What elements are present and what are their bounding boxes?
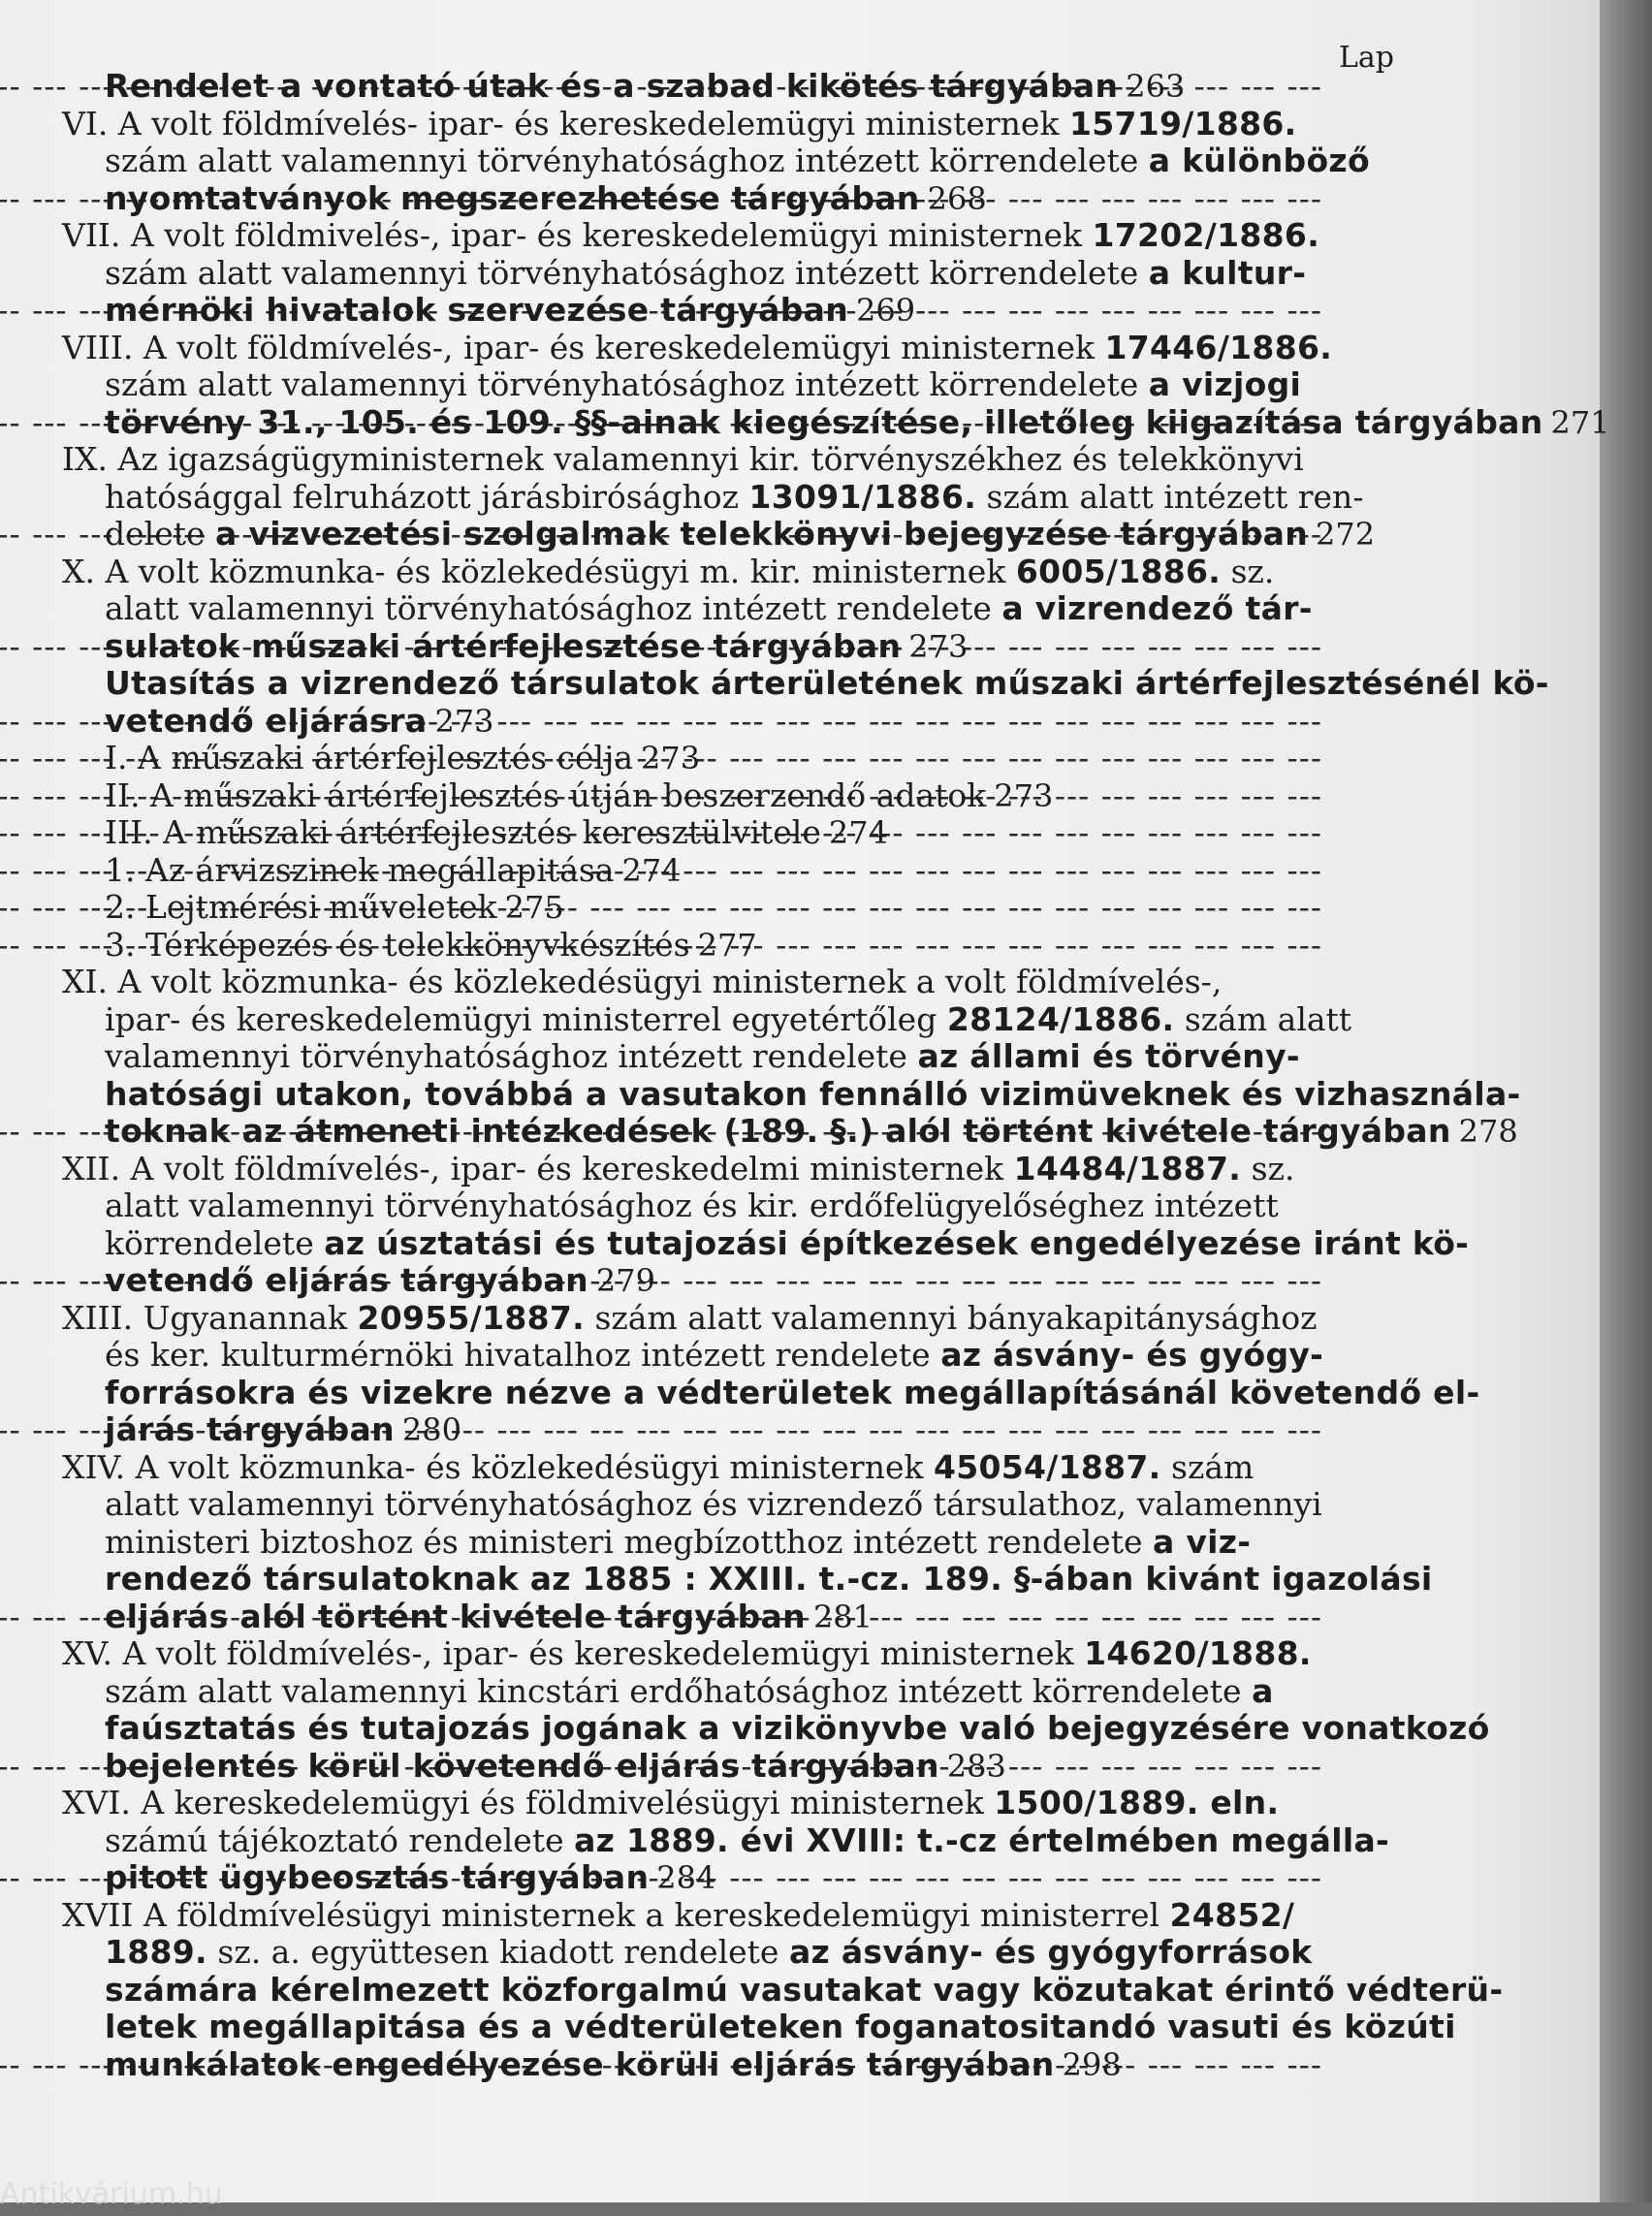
entry-bold-text: 14484/1887. (1013, 1149, 1242, 1187)
entry-bold-text: 45054/1887. (933, 1447, 1161, 1486)
toc-entry-line (62, 1934, 1410, 1972)
page-number: 279 (595, 1262, 655, 1299)
toc-entry-line (62, 1262, 1410, 1300)
entry-bold-text: az állami és törvény- (917, 1037, 1300, 1075)
entry-text: szám alatt (1174, 999, 1352, 1038)
entry-bold-text: sulatok műszaki ártérfejlesztése tárgyában (105, 626, 902, 665)
toc-entry-line (62, 1859, 1410, 1897)
entry-text: X. A volt közmunka- és közlekedésügyi m. kir. ministernek (62, 552, 1016, 590)
entry-text: sz. a. együttesen kiadott rendelete (206, 1933, 789, 1971)
toc-entry (62, 68, 1410, 106)
entry-text: VI. A volt földmívelés- ipar- és kereskedelemügyi ministernek (62, 104, 1069, 142)
toc-entry (62, 328, 1610, 442)
entry-bold-text: 17446/1886. (1104, 328, 1333, 366)
entry-text: szám alatt valamennyi kincstári erdőhatósághoz intézett körrendelete (105, 1671, 1253, 1710)
toc-entry-line (62, 590, 1410, 628)
toc-entry-line (62, 740, 1410, 777)
entry-text: szám alatt valamennyi törvényhatósághoz intézett körrendelete (105, 365, 1149, 403)
entry-bold-text: bejelentés körül követendő eljárás tárgyában (105, 1746, 939, 1785)
toc-entry (62, 963, 1521, 1151)
toc-entry-line (62, 330, 1410, 367)
toc-entry-line (62, 106, 1410, 143)
toc-entry-line (62, 402, 1610, 442)
toc-entry-line (62, 1822, 1410, 1860)
toc-entry-line (62, 217, 1410, 255)
entry-text: XVI. A kereskedelemügyi és földmivelésügyi ministernek (62, 1784, 995, 1821)
entry-text: delete (105, 515, 216, 553)
entry-text: VII. A volt földmivelés-, ipar- és kereskedelemügyi ministernek (62, 216, 1093, 254)
toc-entry-line (62, 1337, 1410, 1375)
entry-bold-text: az ásvány- és gyógyforrások (788, 1933, 1313, 1971)
toc-entry (62, 1634, 1490, 1785)
entry-bold-text: a vizjogi (1148, 365, 1302, 403)
entry-text: XVII A földmívelésügyi ministernek a kereskedelemügyi ministerrel (62, 1895, 1170, 1934)
toc-entry (62, 852, 1410, 890)
toc-entry-line (62, 2008, 1456, 2046)
toc-entry-line (62, 703, 1410, 741)
toc-entry-line (62, 889, 1410, 927)
toc-entry-line (62, 1187, 1410, 1225)
entry-text: 3. Térképezés és telekkönyvkészítés (105, 925, 690, 964)
toc-entry (62, 814, 1410, 852)
entry-bold-text: rendező társulatoknak az 1885 : XXIII. t.-cz. 189. §-ában kivánt igazolási (105, 1560, 1433, 1598)
toc-entry-line (62, 1449, 1410, 1487)
toc-entry-line (62, 852, 1410, 890)
entry-text: XIII. Ugyanannak (62, 1298, 358, 1337)
toc-entry-line (62, 255, 1410, 293)
toc-entry-line (62, 1897, 1410, 1935)
entry-bold-text: 17202/1886. (1092, 216, 1320, 254)
entry-text: XII. A volt földmívelés-, ipar- és kereskedelmi ministernek (62, 1149, 1014, 1187)
toc-entry-line (62, 1001, 1410, 1039)
entry-bold-text: vetendő eljárás tárgyában (105, 1261, 588, 1299)
entry-bold-text: 28124/1886. (946, 999, 1175, 1038)
page-number: 268 (927, 179, 987, 217)
entry-bold-text: 1889. (105, 1933, 207, 1971)
entry-bold-text: 15719/1886. (1068, 104, 1297, 142)
entry-text: ministeri biztoshoz és ministeri megbízotthoz intézett rendelete (105, 1522, 1153, 1561)
toc-entry-line (62, 1748, 1410, 1786)
page-number: 273 (434, 702, 494, 740)
entry-bold-text: 6005/1886. (1015, 552, 1222, 590)
entry-bold-text: faúsztatás és tutajozás jogának a vizikönyvbe való bejegyzésére vonatkozó (105, 1709, 1490, 1747)
toc-entry-line (62, 516, 1410, 554)
page-number: 273 (908, 627, 969, 665)
entry-bold-text: a vizvezetési szolgalmak telekkönyvi bejegyzése tárgyában (215, 515, 1308, 553)
page-number: 273 (641, 740, 701, 776)
page-number: 278 (1458, 1113, 1518, 1150)
page-number: 281 (812, 1598, 874, 1635)
toc-entry-line (62, 1970, 1504, 2010)
toc-entry (62, 1785, 1410, 1897)
entry-bold-text: törvény 31., 105. és 109. §§-ainak kiegészítése, illetőleg kiigazítása tárgyában (105, 402, 1543, 441)
toc-entry-line (62, 1673, 1410, 1711)
page-number: 280 (401, 1411, 461, 1448)
entry-bold-text: az ásvány- és gyógy- (940, 1336, 1324, 1374)
toc-entry-line (62, 1599, 1410, 1636)
toc-entry (62, 1149, 1470, 1300)
entry-bold-text: letek megállapitása és a védterületeken foganatositandó vasuti és közúti (105, 2008, 1456, 2045)
entry-bold-text: 13091/1886. (748, 477, 977, 516)
toc-entry-line (62, 479, 1410, 517)
entry-bold-text: munkálatok engedélyezése körüli eljárás tárgyában (105, 2044, 1055, 2083)
watermark: Antikvárium.hu (0, 2177, 223, 2211)
page-number: 271 (1550, 403, 1610, 441)
toc-entry-line (62, 68, 1410, 106)
toc-entry (62, 106, 1410, 218)
page-number: 269 (856, 292, 916, 329)
page-number: 274 (828, 814, 888, 851)
entry-bold-text: 1500/1889. eln. (994, 1784, 1280, 1821)
entry-bold-text: Utasítás a vizrendező társulatok árterületének műszaki ártérfejlesztésénél kö- (105, 664, 1549, 702)
page-number: 263 (1126, 68, 1186, 105)
toc-entry (62, 441, 1410, 554)
entry-bold-text: pitott ügybeosztás tárgyában (105, 1858, 650, 1896)
entry-text: ipar- és kereskedelemügyi ministerrel egyetértőleg (105, 999, 947, 1038)
toc-entry-line (62, 142, 1410, 180)
toc-entry-line (62, 1709, 1490, 1748)
entry-bold-text: a vizrendező tár- (1001, 589, 1313, 627)
toc-entry (62, 1298, 1480, 1449)
page-number: 272 (1316, 516, 1376, 553)
entry-bold-text: a különböző (1148, 142, 1370, 179)
toc-entry-line (62, 1524, 1410, 1562)
entry-text: szám alatt valamennyi bányakapitánysághoz (584, 1298, 1318, 1337)
entry-text: 2. Lejtmérési műveletek (105, 888, 497, 926)
toc-entry-line (62, 1486, 1410, 1524)
entry-text: XV. A volt földmívelés-, ipar- és kereskedelemügyi ministernek (62, 1634, 1085, 1672)
toc-entry-line (62, 1560, 1433, 1599)
toc-entry-line (62, 1373, 1480, 1412)
toc-entry-line (62, 1300, 1410, 1338)
entry-text: III. A műszaki ártérfejlesztés keresztülvitele (105, 813, 821, 851)
entry-bold-text: a kultur- (1148, 253, 1307, 292)
entry-bold-text: 24852/ (1169, 1895, 1295, 1934)
toc-entry-line (62, 964, 1410, 1001)
entry-bold-text: a viz- (1152, 1522, 1252, 1561)
entry-bold-text: vetendő eljárásra (105, 701, 428, 740)
toc-entry-line (62, 180, 1410, 218)
toc-entry-line (62, 1038, 1410, 1076)
toc-entry (62, 889, 1410, 927)
toc-entry-line (62, 927, 1410, 965)
toc-entry (62, 1895, 1504, 2084)
entry-bold-text: nyomtatványok megszerezhetése tárgyában (105, 178, 920, 217)
toc-entry (62, 777, 1410, 815)
toc-entry (62, 664, 1549, 740)
toc-entry (62, 554, 1410, 666)
toc-entry-line (62, 366, 1410, 404)
entry-bold-text: 14620/1888. (1084, 1634, 1312, 1672)
entry-text: és ker. kulturmérnöki hivatalhoz intézett rendelete (105, 1336, 941, 1374)
entry-text: szám alatt valamennyi törvényhatósághoz intézett körrendelete (105, 253, 1149, 292)
entry-bold-text: az úsztatási és tutajozási építkezések engedélyezése iránt kö- (324, 1223, 1470, 1262)
toc-entry (62, 927, 1410, 965)
page-number: 298 (1062, 2045, 1122, 2083)
table-of-contents (62, 67, 1610, 2083)
toc-entry-line (62, 777, 1410, 815)
entry-text: sz. (1241, 1149, 1295, 1187)
lap-column-label: Lap (1338, 41, 1394, 75)
toc-entry (62, 217, 1410, 330)
entry-bold-text: forrásokra és vizekre nézve a védterületek megállapításánál követendő el- (105, 1373, 1480, 1411)
entry-text: alatt valamennyi törvényhatósághoz és vizrendező társulathoz, valamennyi (105, 1485, 1322, 1523)
toc-entry-line (62, 292, 1410, 330)
entry-text: szám (1160, 1447, 1255, 1486)
entry-text: számú tájékoztató rendelete (105, 1820, 575, 1859)
page-number: 277 (697, 926, 757, 964)
toc-entry-line (62, 814, 1410, 852)
entry-text: XI. A volt közmunka- és közlekedésügyi ministernek a volt földmívelés-, (62, 963, 1223, 1000)
toc-entry-line (62, 628, 1410, 666)
entry-text: alatt valamennyi törvényhatósághoz intézett rendelete (105, 589, 1002, 627)
entry-bold-text: az 1889. évi XVIII: t.-cz értelmében megálla- (574, 1820, 1390, 1859)
entry-text: alatt valamennyi törvényhatósághoz és kir. erdőfelügyelőséghez intézett (105, 1187, 1279, 1224)
toc-entry (62, 1447, 1433, 1636)
toc-entry-line (62, 441, 1410, 479)
entry-text: sz. (1221, 552, 1275, 590)
toc-entry-line (62, 664, 1549, 703)
entry-text: I. A műszaki ártérfejlesztés célja (105, 739, 633, 776)
toc-entry (62, 740, 1410, 777)
entry-text: 1. Az árvizszinek megállapitása (105, 850, 615, 889)
entry-text: VIII. A volt földmívelés-, ipar- és kereskedelemügyi ministernek (62, 328, 1105, 366)
entry-bold-text: a (1252, 1671, 1274, 1710)
entry-bold-text: járás tárgyában (105, 1410, 395, 1448)
entry-bold-text: toknak az átmeneti intézkedések (189. §.) alól történt kivétele tárgyában (105, 1112, 1451, 1150)
entry-text: szám alatt intézett ren- (976, 477, 1364, 516)
toc-entry-line (62, 1074, 1521, 1114)
entry-bold-text: Rendelet a vontató útak és a szabad kikötés tárgyában (105, 67, 1119, 105)
page-number: 284 (656, 1859, 716, 1896)
entry-text: szám alatt valamennyi törvényhatósághoz intézett körrendelete (105, 142, 1149, 179)
entry-bold-text: hatósági utakon, továbbá a vasutakon fennálló vizimüveknek és vizhasználа- (105, 1074, 1521, 1113)
entry-text: hatósággal felruházott járásbirósághoz (105, 477, 749, 516)
toc-entry-line (62, 1411, 1410, 1449)
page-number: 275 (504, 889, 564, 926)
entry-text: XIV. A volt közmunka- és közlekedésügyi ministernek (62, 1447, 934, 1486)
toc-entry-line (62, 1223, 1470, 1263)
page-number: 283 (946, 1747, 1006, 1785)
toc-entry-line (62, 1785, 1410, 1822)
toc-entry-line (62, 1112, 1518, 1151)
toc-entry-line (62, 1635, 1410, 1673)
entry-bold-text: 20955/1887. (357, 1298, 585, 1337)
entry-text: körrendelete (105, 1223, 325, 1262)
entry-bold-text: eljárás alól történt kivétele tárgyában (105, 1597, 806, 1635)
entry-text: IX. Az igazságügyministernek valamennyi kir. törvényszékhez és telekkönyvi (62, 440, 1304, 478)
toc-entry-line (62, 1151, 1410, 1188)
toc-entry-line (62, 2046, 1410, 2084)
page-number: 273 (994, 776, 1054, 814)
entry-text: valamennyi törvényhatósághoz intézett rendelete (105, 1037, 918, 1075)
entry-bold-text: számára kérelmezett közforgalmú vasutakat vagy közutakat érintő védterü- (105, 1970, 1504, 2009)
entry-bold-text: mérnöki hivatalok szervezése tárgyában (105, 291, 848, 329)
entry-text: II. A műszaki ártérfejlesztés útján beszerzendő adatok (105, 776, 987, 814)
page-number: 274 (621, 851, 682, 889)
toc-entry-line (62, 554, 1410, 591)
page-edge-shadow (1600, 0, 1652, 2202)
